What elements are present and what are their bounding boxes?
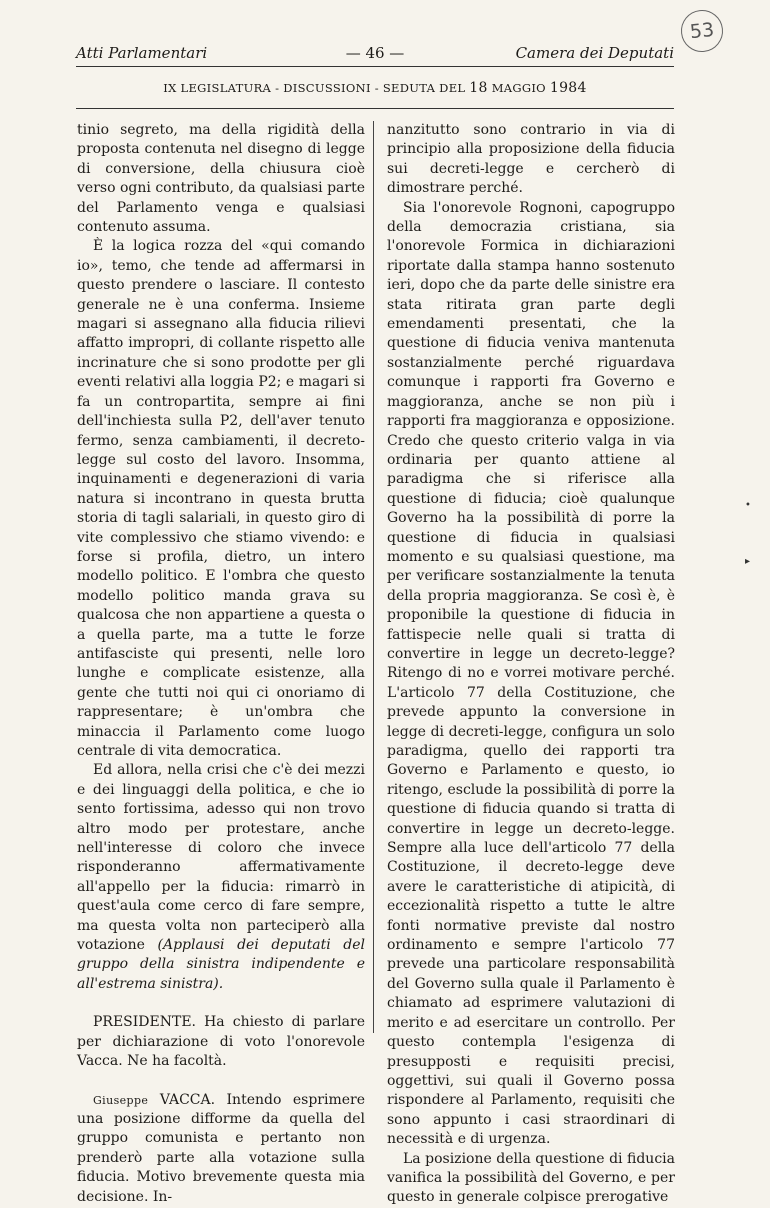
subheader-rule [76,108,674,109]
session-label: IX LEGISLATURA - DISCUSSIONI - SEDUTA DEL [163,81,466,95]
margin-mark: • [745,500,751,511]
publication-title: Atti Parlamentari [76,44,208,62]
session-year: 1984 [549,80,587,96]
paragraph: nanzitutto sono contrario in via di principio alla proposizione della fiducia sui decreti-legge e cercherò di dimostrare perché. [387,122,675,197]
column-divider [373,121,374,1033]
page-stamp: 53 [679,8,725,54]
paragraph: PRESIDENTE. Ha chiesto di parlare per dichiarazione di voto l'onorevole Vacca. Ne ha facoltà. [77,1014,365,1070]
paragraph [77,761,365,994]
page-number: — 46 — [345,44,405,62]
session-month: MAGGIO [491,81,546,95]
paragraph: La posizione della questione di fiducia vanifica la possibilità del Governo, e per questo in generale colpisce prerogative [387,1150,675,1206]
paragraph-text: VACCA. Intendo esprimere una posizione difforme da quella del gruppo comunista e pertanto non prenderò parte alla votazione sulla fiducia. Motivo brevemente questa mia decisione. In- [77,1091,365,1205]
session-day: 18 [469,80,488,96]
margin-mark: ▸ [745,556,751,567]
paragraph: Sia l'onorevole Rognoni, capogruppo della democrazia cristiana, sia l'onorevole Formica in dichiarazioni riportate dalla stampa hanno sostenuto ieri, dopo che da parte delle sinistre era stata ritirata gran parte degli emendamenti presentati, che la questione di fiducia veniva mantenuta sostanzialmente perché riguardava comunque i rapporti fra Governo e maggioranza, anche se non più i rapporti fra maggioranza e opposizione. Credo che questo criterio valga in via ordinaria per quanto attiene al paradigma che si riferisce alla questione di fiducia; cioè qualunque Governo ha la possibilità di porre la questione di fiducia in qualsiasi momento e su qualsiasi questione, ma per verificare sostanzialmente la tenuta della propria maggioranza. Se così è, è proponibile la questione di fiducia in fattispecie nelle quali si tratta di convertire in legge un decreto-legge? Ritengo di no e vorrei motivare perché. L'articolo 77 della Costituzione, che prevede appunto la conversione in legge di decreti-legge, configura un solo paradigma, quello dei rapporti tra Governo e Parlamento e questo, io ritengo, esclude la possibilità di porre la questione di fiducia quando si tratta di convertire in legge un decreto-legge. Sempre alla luce dell'articolo 77 della Costituzione, il decreto-legge deve avere le caratteristiche di atipicità, di eccezionalità rispetto a tutte le altre fonti normative previste dal nostro ordinamento e sempre l'articolo 77 prevede una particolare responsabilità del Governo sulla quale il Parlamento è chiamato ad esprimere valutazioni di merito e ad esercitare un controllo. Per questo contempla l'esigenza di presupposti e requisiti precisi, oggettivi, sui quali il Governo possa rispondere al Parlamento, requisiti che sono appunto i casi straordinari di necessità e di urgenza. [387,199,675,1148]
session-line [76,80,674,96]
paragraph-text: Ed allora, nella crisi che c'è dei mezzi e dei linguaggi della politica, e che io sento fortissima, adesso qui non trovo altro modo per protestare, anche nell'interesse di coloro che invece risponderanno affermativamente all'appello per la fiducia: rimarrò in quest'aula come cerco di fare sempre, ma questa volta non parteciperò alla votazione [77,762,365,954]
paragraph: È la logica rozza del «qui comando io», temo, che tende ad affermarsi in questo prendere o lasciare. Il contesto generale ne è una conferma. Insieme magari si assegnano alla fiducia rilievi affatto impropri, di collante rispetto alle incrinature che si sono prodotte per gli eventi relativi alla loggia P2; e magari si fa un contropartita, sempre ai fini dell'inchiesta sulla P2, dell'aver tenuto fermo, senza cambiamenti, il decreto-legge sul costo del lavoro. Insomma, inquinamenti e degenerazioni di varia natura si incontrano in questa brutta storia di tagli salariali, in questo giro di vite complessivo che stiamo vivendo: e forse si profila, dietro, un intero modello politico. E l'ombra che questo modello politico manda grava su qualcosa che non appartiene a questa o a quella parte, ma a tutte le forze antifasciste qui presenti, nelle loro lunghe e complicate esistenze, alla gente che tutti noi qui ci onoriamo di rappresentare; è un'ombra che minaccia il Parlamento come luogo centrale di vita democratica. [77,238,365,759]
paragraph [77,1091,365,1207]
paragraph: tinio segreto, ma della rigidità della proposta contenuta nel disegno di legge di conversione, della chiusura cioè verso ogni contributo, da qualsiasi parte del Parlamento venga e qualsiasi contenuto assuma. [77,122,365,236]
applause-note: (Applausi dei deputati del gruppo della sinistra indipendente e all'estrema sinistra). [77,937,365,992]
chamber-name: Camera dei Deputati [515,44,674,62]
right-column [387,121,675,1208]
speaker-first-name: Giuseppe [93,1093,149,1107]
header-rule [76,66,674,67]
page-header [76,44,674,66]
left-column [77,121,365,1207]
